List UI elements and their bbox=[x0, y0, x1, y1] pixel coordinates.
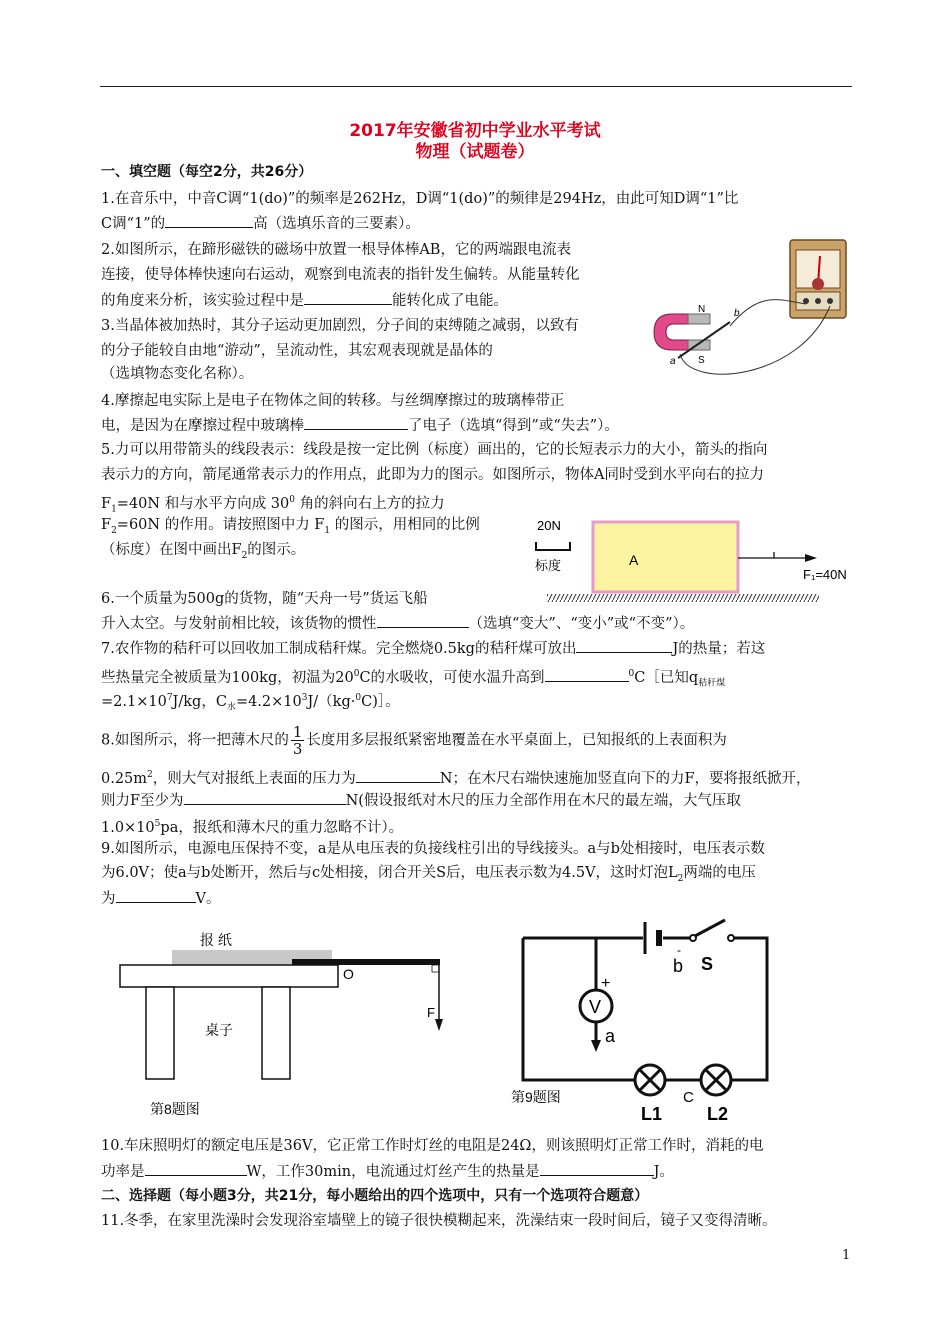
q9-line1: 9.如图所示，电源电压保持不变，a是从电压表的负接线柱引出的导线接头。a与b处相接时，电压表示数 bbox=[101, 841, 765, 857]
ground bbox=[547, 594, 819, 602]
q10-blank-heat[interactable] bbox=[540, 1161, 654, 1176]
pivot-o-label: O bbox=[343, 966, 354, 982]
q1-answer-blank[interactable] bbox=[165, 213, 253, 228]
q5-line4: $F_2=60N$ 的作用。请按照图中力 $F_1$ 的图示，用相同的比例 bbox=[101, 517, 480, 536]
ammeter-pivot bbox=[812, 278, 824, 290]
q7-blank-heat[interactable] bbox=[576, 638, 672, 653]
q5-line1: 5.力可以用带箭头的线段表示：线段是按一定比例（标度）画出的，它的长短表示力的大小，箭头的指向 bbox=[101, 442, 768, 458]
q8-blank-force[interactable] bbox=[356, 768, 440, 783]
q9-figure-caption: 第9题图 bbox=[511, 1089, 561, 1105]
q4-line2: 电，是因为在摩擦过程中玻璃棒 了电子（选填“得到”或“失去”）。 bbox=[101, 415, 619, 436]
q9-line3: 为 V。 bbox=[101, 888, 220, 909]
q6-line2: 升入太空。与发射前相比较，该货物的惯性 （选填“变大”、“变小”或“不变”）。 bbox=[101, 613, 694, 634]
q3-line2: 的分子能较自由地“游动”，呈流动性，其宏观表现就是晶体的 bbox=[101, 343, 493, 359]
q7-line3: $=2.1\times 10^7J/kg$，$C_水=4.2\times 10^3J/(kg\cdot^0C)]$。 bbox=[101, 693, 400, 713]
paper-label: 报 纸 bbox=[200, 932, 232, 948]
voltmeter-v-label: V bbox=[589, 997, 602, 1017]
force-f1-label: F₁=40N bbox=[803, 567, 847, 582]
point-a-label: a bbox=[605, 1026, 616, 1046]
svg-text:-: - bbox=[677, 943, 681, 957]
q9-answer-blank[interactable] bbox=[116, 888, 196, 903]
section-1-heading: 一、填空题（每空2分，共26分） bbox=[101, 164, 313, 180]
page-number: 1 bbox=[842, 1248, 851, 1263]
force-f-label: F bbox=[427, 1005, 435, 1020]
switch-s bbox=[695, 920, 725, 936]
ruler bbox=[292, 959, 440, 965]
q5-line5: （标度）在图中画出$F_2$的图示。 bbox=[101, 542, 306, 561]
q8-figure-caption: 第8题图 bbox=[150, 1101, 200, 1117]
q11-line1: 11.冬季，在家里洗澡时会发现浴室墙壁上的镜子很快模糊起来，洗澡结束一段时间后，镜子又变得清晰。 bbox=[101, 1213, 777, 1229]
lamp-l1 bbox=[635, 1065, 665, 1095]
lamp-l2-label: L2 bbox=[707, 1104, 729, 1124]
switch-s-label: S bbox=[701, 954, 714, 974]
section-2-heading: 二、选择题（每小题3分，共21分，每小题给出的四个选项中，只有一个选项符合题意） bbox=[101, 1188, 649, 1204]
header-rule bbox=[100, 86, 852, 87]
q5-figure-force-diagram bbox=[525, 512, 865, 612]
force-f-arrowhead bbox=[435, 1019, 443, 1031]
lamp-l1-label: L1 bbox=[641, 1104, 663, 1124]
desk-leg-right bbox=[262, 987, 290, 1079]
q5-line3: $F_1=40N$ 和与水平方向成 $30^0$ 角的斜向右上方的拉力 bbox=[101, 495, 445, 515]
label-a: a bbox=[670, 356, 676, 367]
desk-label: 桌子 bbox=[205, 1022, 233, 1038]
q8-line2: $0.25m^2$，则大气对报纸上表面的压力为 N；在木尺右端快速施加竖直向下的力F，要将报纸掀开， bbox=[101, 765, 811, 789]
q10-line2: 功率是 W，工作30min，电流通过灯丝产生的热量是 J。 bbox=[101, 1161, 674, 1182]
q10-line1: 10.车床照明灯的额定电压是36V，它正常工作时灯丝的电阻是24Ω，则该照明灯正常工作时，消耗的电 bbox=[101, 1138, 764, 1154]
q3-line1: 3.当晶体被加热时，其分子运动更加剧烈，分子间的束缚随之减弱，以致有 bbox=[101, 318, 579, 334]
q9-line2: 为6.0V；使a与b处断开，然后与c处相接，闭合开关S后，电压表示数为4.5V，这时灯泡$L_2$两端的电压 bbox=[101, 865, 756, 884]
point-c-label: C bbox=[683, 1089, 694, 1106]
q7-line1: 7.农作物的秸秆可以回收加工制成秸秆煤。完全燃烧0.5kg的秸秆煤可放出 J的热量；若这 bbox=[101, 638, 765, 659]
q3-line3: （选填物态变化名称）。 bbox=[101, 366, 254, 382]
q1-line2: C调“1”的 高（选填乐音的三要素）。 bbox=[101, 213, 420, 234]
voltmeter-plus-label: + bbox=[601, 975, 611, 992]
exam-subtitle: 物理（试题卷） bbox=[415, 142, 535, 162]
scale-value-label: 20N bbox=[537, 518, 561, 533]
label-b: b bbox=[734, 308, 740, 319]
q8-line3: 则力F至少为 N(假设报纸对木尺的压力全部作用在木尺的最左端，大气压取 bbox=[101, 790, 741, 811]
q1-line1: 1.在音乐中，中音C调“1(do)”的频率是262Hz，D调“1(do)”的频律是294Hz，由此可知D调“1”比 bbox=[101, 191, 739, 207]
q4-line1: 4.摩擦起电实际上是电子在物体之间的转移。与丝绸摩擦过的玻璃棒带正 bbox=[101, 393, 565, 409]
exam-title: 2017年安徽省初中学业水平考试 bbox=[349, 121, 601, 141]
q9-figure-circuit bbox=[505, 910, 795, 1125]
q7-line2: 些热量完全被质量为100kg，初温为$20^0C$的水吸收，可使水温升高到 $^0$C［已知$q_{秸秆煤}$ bbox=[101, 664, 725, 694]
scale-bar bbox=[536, 542, 570, 550]
q10-blank-power[interactable] bbox=[145, 1161, 247, 1176]
block-a bbox=[593, 522, 738, 592]
label-n: N bbox=[698, 304, 706, 315]
q2-line1: 2.如图所示，在蹄形磁铁的磁场中放置一根导体棒AB，它的两端跟电流表 bbox=[101, 242, 571, 258]
q2-figure-magnet-ammeter bbox=[650, 230, 860, 390]
lamp-l2 bbox=[701, 1065, 731, 1095]
scale-label: 标度 bbox=[535, 558, 562, 573]
q8-figure-desk-ruler bbox=[110, 925, 460, 1125]
block-a-label: A bbox=[629, 552, 639, 568]
point-b-label: b bbox=[673, 956, 684, 976]
q2-line2: 连接，使导体棒快速向右运动，观察到电流表的指针发生偏转。从能量转化 bbox=[101, 267, 580, 283]
q6-answer-blank[interactable] bbox=[377, 613, 469, 628]
wire-right bbox=[731, 938, 767, 1080]
q2-line3: 的角度来分析，该实验过程中是 能转化成了电能。 bbox=[101, 290, 508, 311]
q6-line1: 6.一个质量为500g的货物，随“天舟一号”货运飞船 bbox=[101, 591, 428, 607]
force-f1-arrowhead bbox=[805, 554, 817, 562]
desk-top bbox=[120, 965, 338, 987]
desk-leg-left bbox=[146, 987, 174, 1079]
q5-line2: 表示力的方向，箭尾通常表示力的作用点，此即为力的图示。如图所示，物体A同时受到水平向右的拉力 bbox=[101, 467, 764, 483]
label-s: S bbox=[698, 355, 705, 366]
q8-line4: $1.0\times 10^5pa$，报纸和薄木尺的重力忽略不计）。 bbox=[101, 819, 404, 836]
lead-a-arrowhead bbox=[591, 1040, 601, 1052]
q2-answer-blank[interactable] bbox=[304, 290, 392, 305]
q8-line1: 8.如图所示，将一把薄木尺的 $\frac{1}{3}$ 长度用多层报纸紧密地覆盖在水平桌面上，已知报纸的上表面积为 bbox=[101, 723, 727, 758]
q4-answer-blank[interactable] bbox=[304, 415, 408, 430]
fraction-one-third: $\frac{1}{3}$ bbox=[292, 723, 303, 758]
q8-blank-min-force[interactable] bbox=[184, 790, 346, 805]
q7-blank-temperature[interactable] bbox=[545, 667, 629, 682]
